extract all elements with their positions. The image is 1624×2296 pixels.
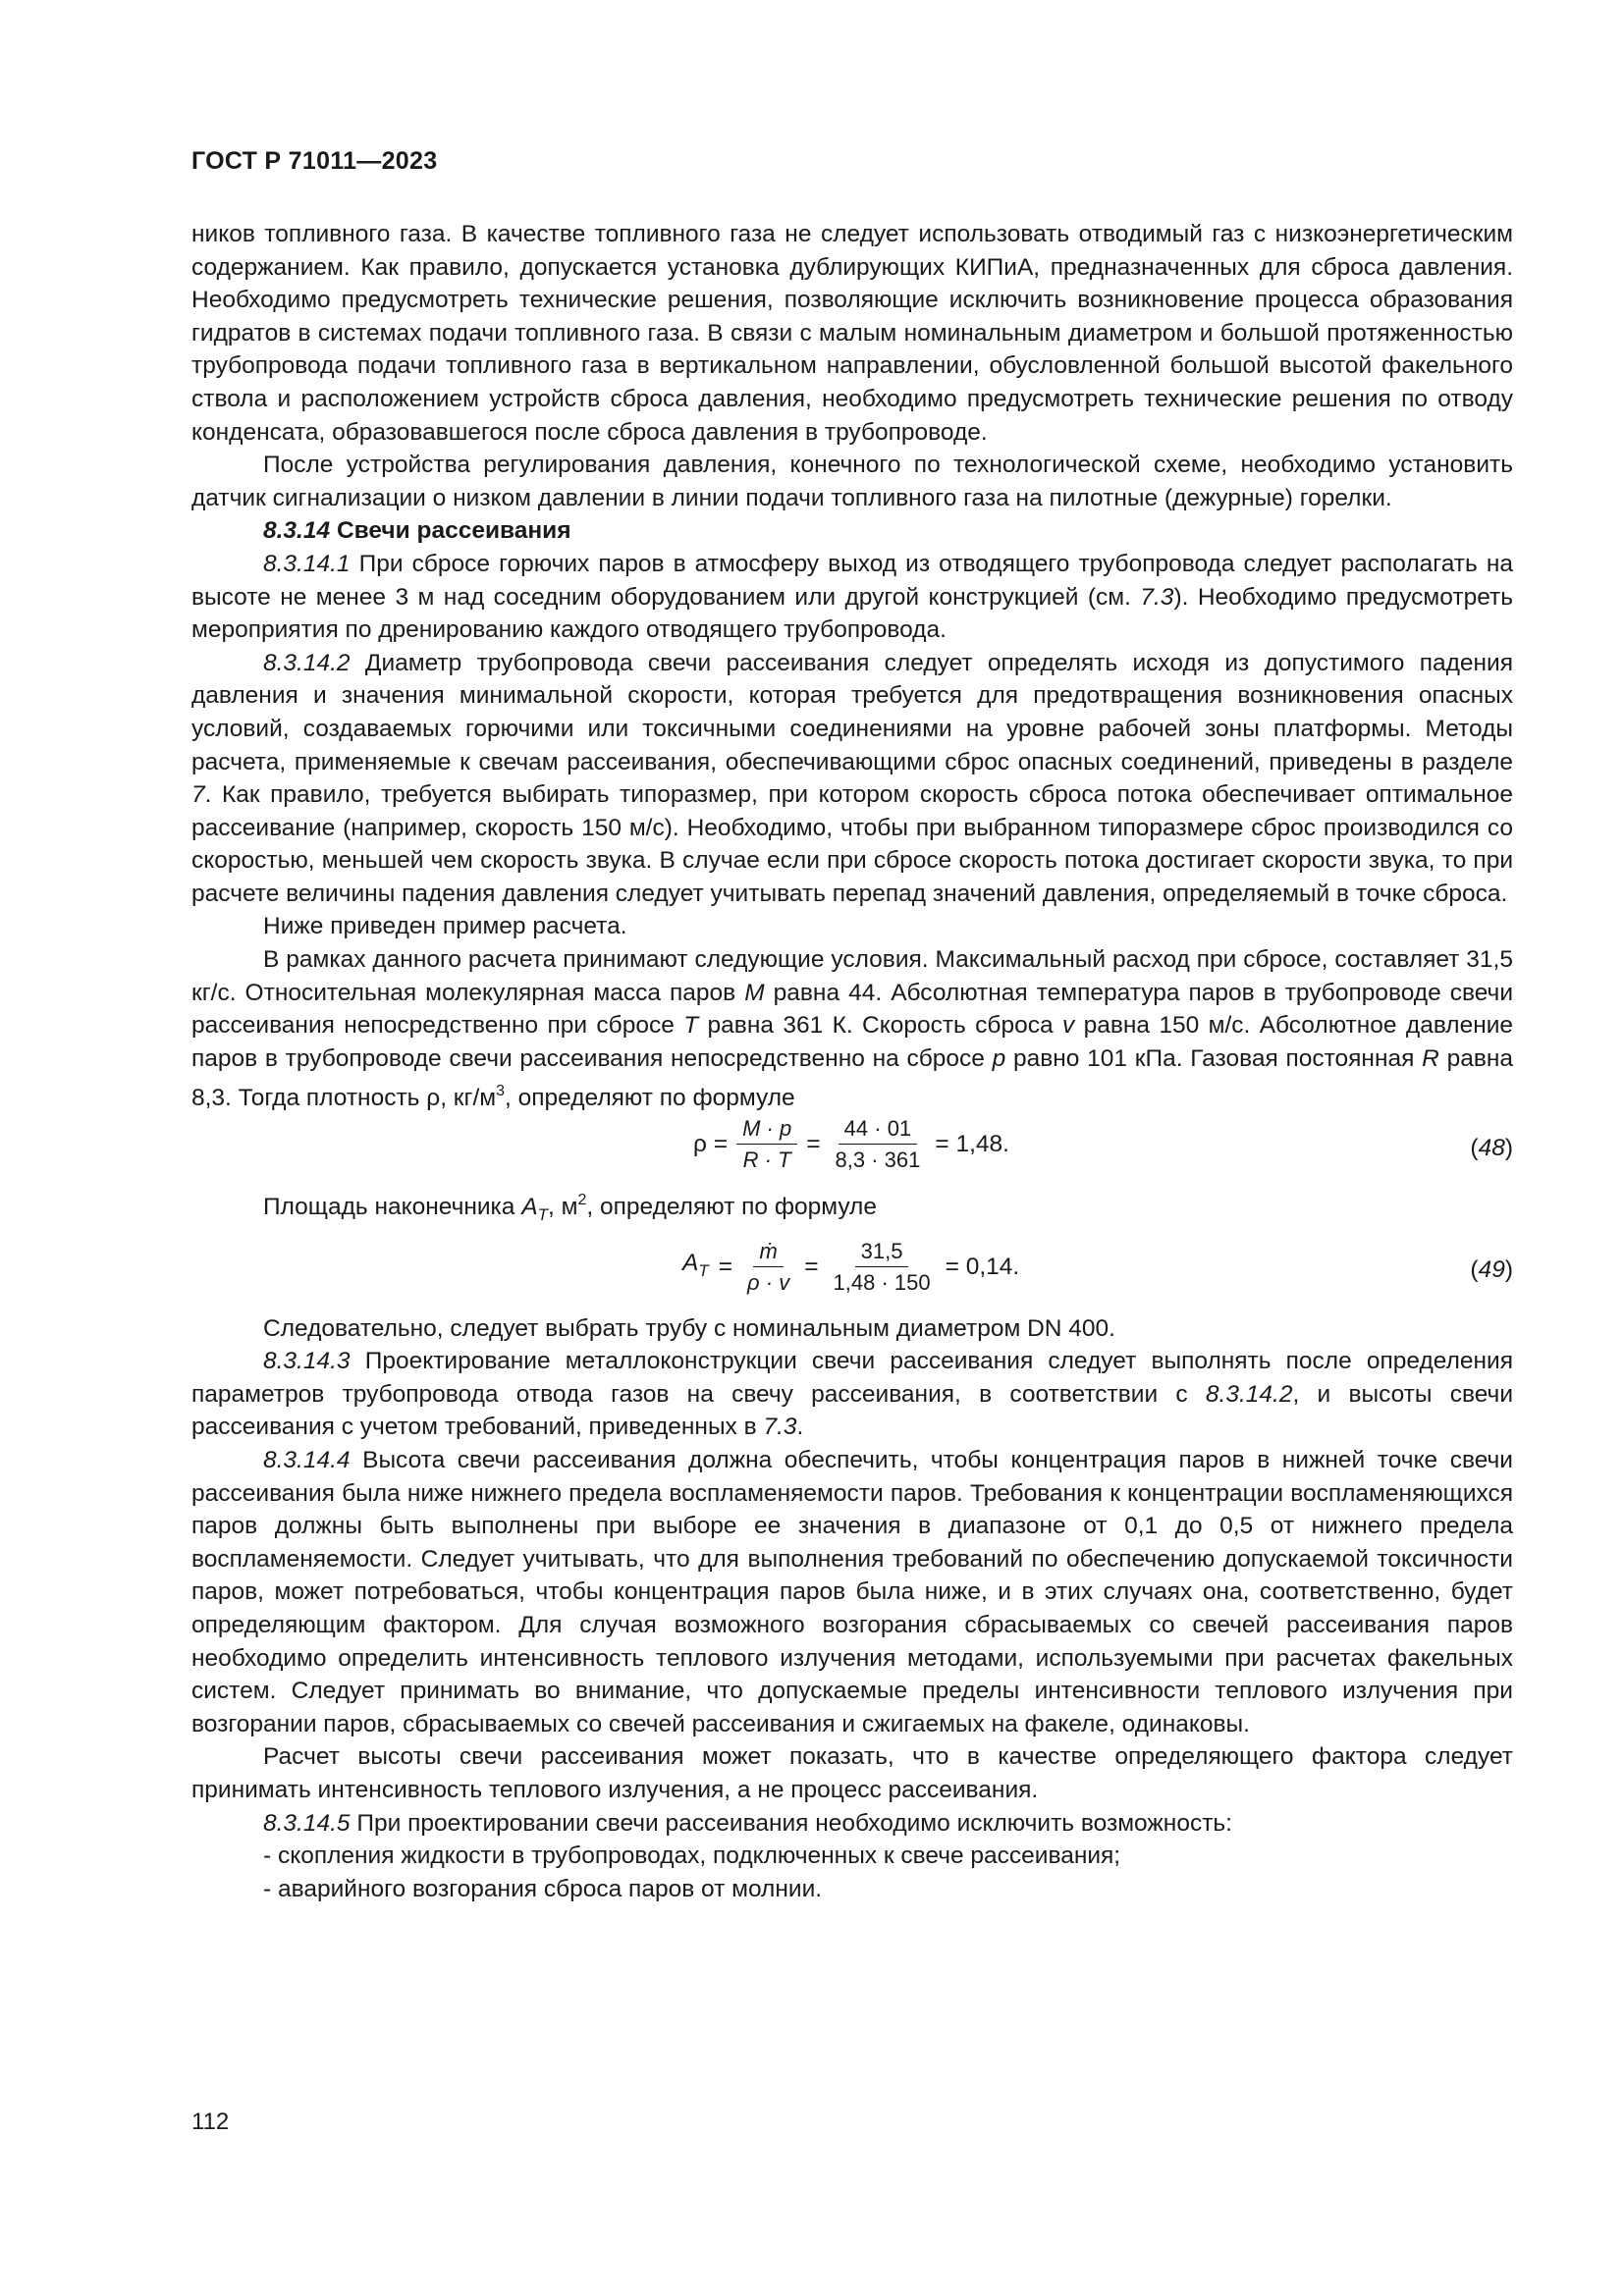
- clause-text: .: [796, 1414, 804, 1441]
- clause-8-3-14-4: [191, 1444, 1513, 1740]
- cross-reference: 7.3: [763, 1414, 797, 1441]
- symbol-M: M: [744, 979, 765, 1006]
- clause-8-3-14-5: [191, 1807, 1513, 1841]
- paragraph-conditions: [191, 943, 1513, 1115]
- formula-49: [191, 1232, 1513, 1312]
- clause-text: Диаметр трубопровода свечи рассеивания следует определять исходя из допустимого падения давления и значения минимальной скорости, которая требуется для предотвращения возникновения опасных условий, создаваемых горючими или токсичными соединениями на уровне рабочей зоны платформы. Методы расчета, применяемые к свечам рассеивания, обеспечивающими сброс опасных соединений, приведены в разделе: [191, 649, 1513, 775]
- clause-text: При проектировании свечи рассеивания необходимо исключить возможность:: [356, 1809, 1232, 1837]
- paragraph-fuel-gas: ников топливного газа. В качестве топливного газа не следует использовать отводимый газ с низкоэнергетическим содержанием. Как правило, допускается установка дублирующих КИПиА, предназначенных для сброса давления. Необходимо предусмотреть технические решения, позволяющие исключить возникновение процесса образования гидратов в системах подачи топливного газа. В связи с малым номинальным диаметром и большой протяженностью трубопровода подачи топливного газа в вертикальном направлении, обусловленной большой высотой факельного ствола и расположением устройств сброса давления, необходимо предусмотреть технические решения по отводу конденсата, образовавшегося после сброса давления в трубопроводе.: [191, 221, 1513, 446]
- fraction-denominator: 8,3 · 361: [835, 1148, 921, 1173]
- list-item: - скопления жидкости в трубопроводах, подключенных к свече рассеивания;: [263, 1842, 1121, 1870]
- clause-number: 8.3.14.5: [263, 1809, 351, 1837]
- symbol-A: A: [521, 1194, 538, 1221]
- clause-text: ). Необходимо предусмотреть мероприятия по дренированию каждого отводящего трубопровода.: [191, 583, 1513, 644]
- superscript: 2: [577, 1192, 587, 1209]
- text-run: равна 8,3. Тогда плотность ρ, кг/м: [191, 1044, 1513, 1112]
- text-run: , определяют по формуле: [586, 1194, 877, 1221]
- clause-number: 8.3.14.3: [263, 1348, 351, 1375]
- equals-sign: =: [804, 1253, 819, 1280]
- formula-number-value: 49: [1478, 1255, 1505, 1283]
- symbol-A: A: [682, 1249, 699, 1276]
- clause-text: . Как правило, требуется выбирать типоразмер, при котором скорость сброса потока обеспечивает оптимальное рассеивание (например, скорость 150 м/с). Необходимо, чтобы при выбранном типоразмере сброс производился со скоростью, меньшей чем скорость звука. В случае если при сбросе скорость потока достигает скорости звука, то при расчете величины падения давления следует учитывать перепад значений давления, определяемый в точке сброса.: [191, 781, 1513, 907]
- fraction: [741, 1238, 795, 1297]
- paragraph-pressure-sensor: После устройства регулирования давления, конечного по технологической схеме, необходимо установить датчик сигнализации о низком давлении в линии подачи топливного газа на пилотные (дежурные) горелки.: [191, 452, 1513, 511]
- cross-reference: 8.3.14.2: [1205, 1380, 1293, 1408]
- symbol-p: p: [992, 1044, 1006, 1072]
- cross-reference: 7: [191, 781, 205, 809]
- text-run: равна 150 м/с. Абсолютное давление паров в трубопроводе свечи рассеивания непосредственно на сбросе: [191, 1012, 1514, 1072]
- symbol-T: T: [683, 1012, 699, 1040]
- formula-result: = 0,14.: [945, 1253, 1020, 1280]
- document-header: ГОСТ Р 71011—2023: [191, 147, 438, 175]
- text-run: , м: [547, 1194, 578, 1221]
- fraction-numerator: M · p: [736, 1115, 797, 1145]
- text-run: равно 101 кПа. Газовая постоянная: [1013, 1044, 1415, 1072]
- clause-8-3-14-2: [191, 647, 1513, 911]
- clause-text: Проектирование металлоконструкции свечи рассеивания следует выполнять после определения параметров трубопровода отвода газов на свечу рассеивания, в соответствии с: [191, 1348, 1513, 1408]
- text-run: , определяют по формуле: [505, 1085, 795, 1112]
- formula-body: [688, 1115, 1014, 1174]
- clause-text: При сбросе горючих паров в атмосферу выход из отводящего трубопровода следует располагать на высоте не менее 3 м над соседним оборудованием или другой конструкцией (см.: [191, 550, 1513, 611]
- paragraph-conclusion: Следовательно, следует выбрать трубу с номинальным диаметром DN 400.: [263, 1314, 1115, 1342]
- formula-number: (49): [1470, 1255, 1513, 1283]
- fraction-numerator: ṁ: [753, 1238, 783, 1267]
- formula-number: (48): [1470, 1135, 1513, 1162]
- paragraph-example-intro: Ниже приведен пример расчета.: [263, 913, 627, 940]
- text-run: равна 44. Абсолютная температура паров в трубопроводе свечи рассеивания непосредственно при сбросе: [191, 979, 1514, 1040]
- section-number: 8.3.14: [263, 517, 331, 545]
- text-run: Площадь наконечника: [263, 1194, 515, 1221]
- formula-lhs: ρ =: [693, 1131, 729, 1158]
- formula-lhs: [682, 1247, 709, 1288]
- subscript: T: [537, 1205, 548, 1225]
- symbol-R: R: [1422, 1044, 1439, 1072]
- symbol-v: v: [1061, 1012, 1075, 1040]
- formula-result: = 1,48.: [935, 1131, 1009, 1158]
- fraction-denominator: R · T: [742, 1148, 791, 1173]
- clause-8-3-14-1: [191, 548, 1513, 647]
- clause-8-3-14-3: [191, 1345, 1513, 1444]
- fraction: [828, 1238, 937, 1297]
- page-body: [191, 218, 1513, 1905]
- fraction: [736, 1115, 797, 1174]
- fraction-numerator: 44 · 01: [839, 1115, 918, 1145]
- bullet-list: [191, 1840, 1513, 1905]
- clause-number: 8.3.14.2: [263, 649, 351, 676]
- paragraph-height-calc: Расчет высоты свечи рассеивания может показать, что в качестве определяющего фактора следует принимать интенсивность теплового излучения, а не процесс рассеивания.: [191, 1743, 1513, 1803]
- equals-sign: =: [718, 1253, 733, 1280]
- list-item: - аварийного возгорания сброса паров от молнии.: [263, 1875, 823, 1902]
- fraction: [830, 1115, 927, 1174]
- page-number: 112: [191, 2109, 230, 2135]
- section-title: Свечи рассеивания: [336, 517, 571, 545]
- paragraph-area: [191, 1184, 1513, 1232]
- cross-reference: 7.3: [1140, 583, 1174, 611]
- fraction-denominator: ρ · v: [747, 1269, 790, 1295]
- equals-sign: =: [806, 1131, 821, 1158]
- clause-number: 8.3.14.4: [263, 1447, 351, 1473]
- superscript: 3: [496, 1083, 506, 1100]
- subscript: T: [698, 1260, 709, 1280]
- fraction-numerator: 31,5: [855, 1238, 909, 1267]
- clause-text: Высота свечи рассеивания должна обеспечить, чтобы концентрация паров в нижней точке свечи рассеивания была ниже нижнего предела воспламеняемости паров. Требования к концентрации воспламеняющихся паров должны быть выполнены при выборе ее значения в диапазоне от 0,1 до 0,5 от нижнего предела воспламеняемости. Следует учитывать, что для выполнения требований по обеспечению допускаемой токсичности паров, может потребоваться, чтобы концентрация паров была ниже, и в этих случаях она, соответственно, будет определяющим фактором. Для случая возможного возгорания сбрасываемых со свечей рассеивания паров необходимо определить интенсивность теплового излучения методами, используемыми при расчетах факельных систем. Следует принимать во внимание, что допускаемые пределы интенсивности теплового излучения при возгорании паров, сбрасываемых со свечей рассеивания и сжигаемых на факеле, одинаковы.: [191, 1447, 1513, 1737]
- formula-number-value: 48: [1478, 1135, 1505, 1162]
- formula-body: [677, 1238, 1024, 1297]
- section-heading-8-3-14: [191, 514, 1513, 548]
- clause-number: 8.3.14.1: [263, 550, 351, 577]
- text-run: равна 361 К. Скорость сброса: [707, 1012, 1054, 1040]
- text-run: В рамках данного расчета принимают следующие условия. Максимальный расход при сбросе, составляет 31,5 кг/с. Относительная молекулярная масса паров: [191, 946, 1513, 1006]
- clause-text: , и высоты свечи рассеивания с учетом требований, приведенных в: [191, 1380, 1514, 1441]
- fraction-denominator: 1,48 · 150: [833, 1269, 931, 1295]
- formula-48: [191, 1115, 1513, 1184]
